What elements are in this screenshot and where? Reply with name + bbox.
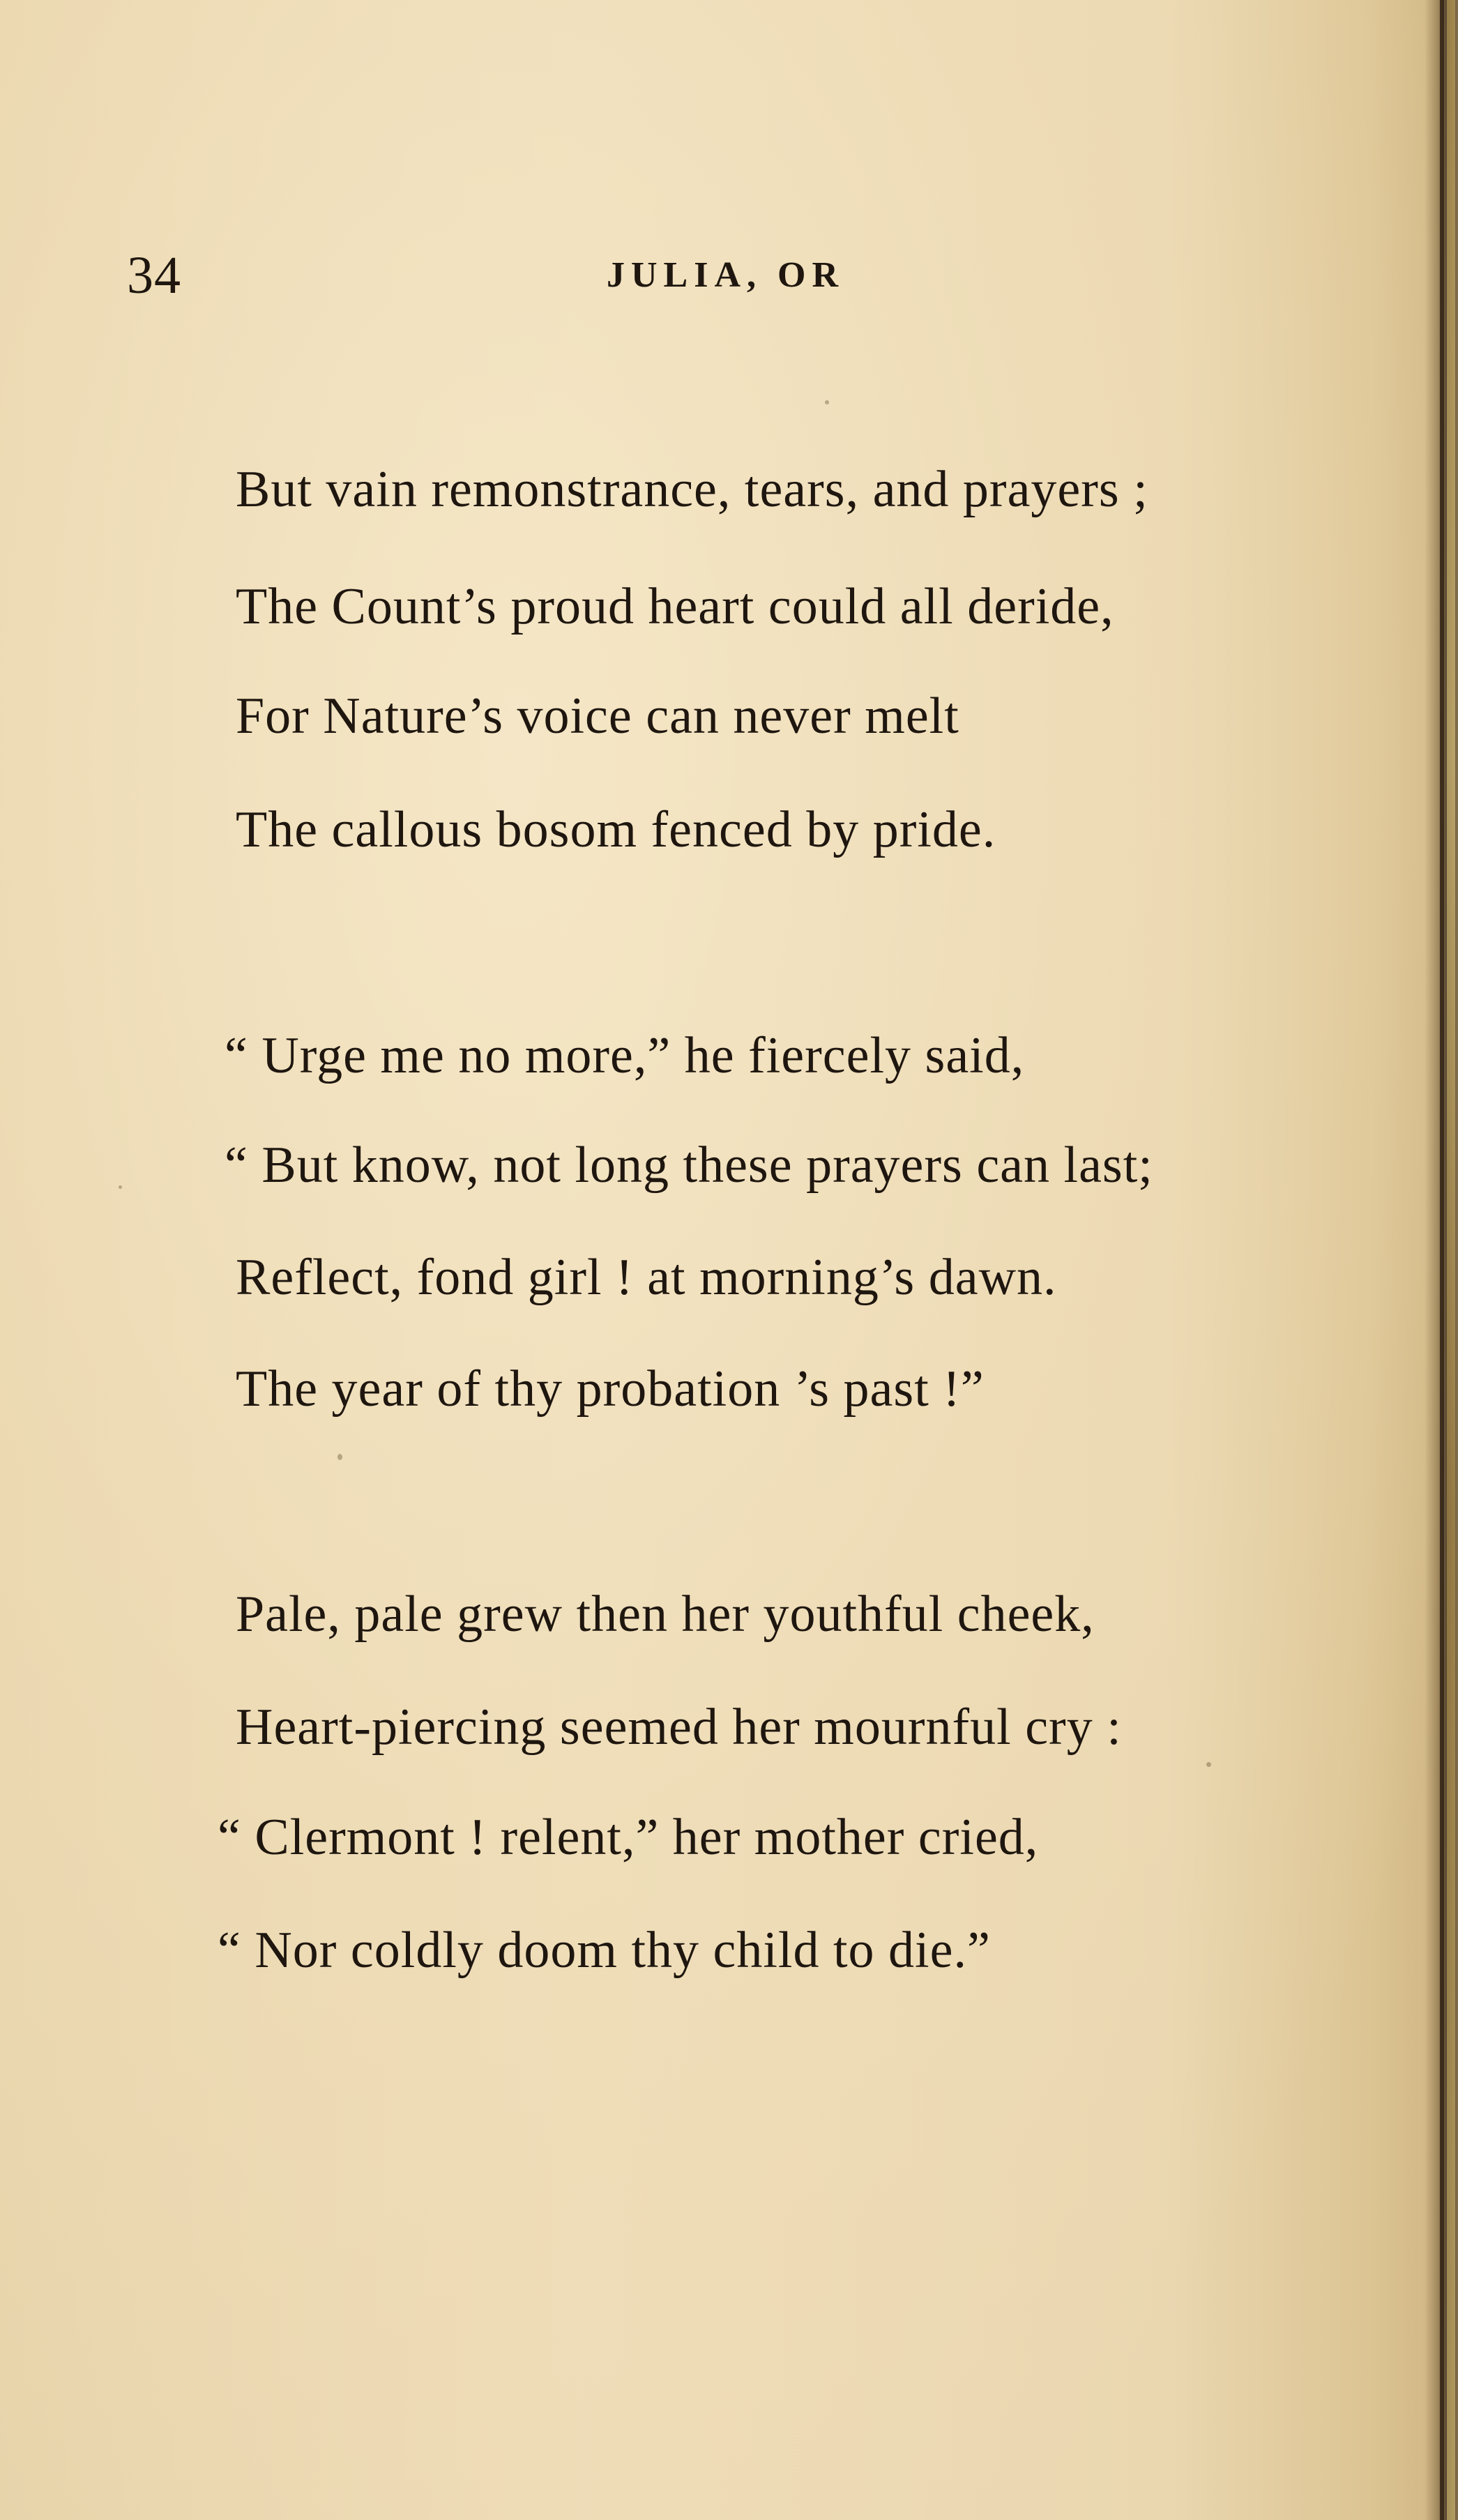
verse-line: The year of thy probation ’s past !” — [236, 1360, 985, 1418]
running-title: JULIA, OR — [607, 255, 845, 295]
verse-line: For Nature’s voice can never melt — [236, 688, 959, 745]
verse-line: “ Urge me no more,” he fiercely said, — [225, 1027, 1025, 1084]
verse-line: “ But know, not long these prayers can last; — [225, 1137, 1153, 1194]
verse-line: Pale, pale grew then her youthful cheek, — [236, 1586, 1095, 1643]
verse-line: But vain remonstrance, tears, and prayers ; — [236, 461, 1148, 518]
page-number: 34 — [127, 246, 181, 305]
verse-line: The callous bosom fenced by pride. — [236, 801, 996, 858]
verse-line: The Count’s proud heart could all deride, — [236, 578, 1114, 635]
verse-line: Reflect, fond girl ! at morning’s dawn. — [236, 1249, 1057, 1306]
verse-line: “ Clermont ! relent,” her mother cried, — [218, 1809, 1039, 1866]
verse-line: “ Nor coldly doom thy child to die.” — [218, 1922, 991, 1979]
verse-line: Heart-piercing seemed her mournful cry : — [236, 1699, 1122, 1756]
